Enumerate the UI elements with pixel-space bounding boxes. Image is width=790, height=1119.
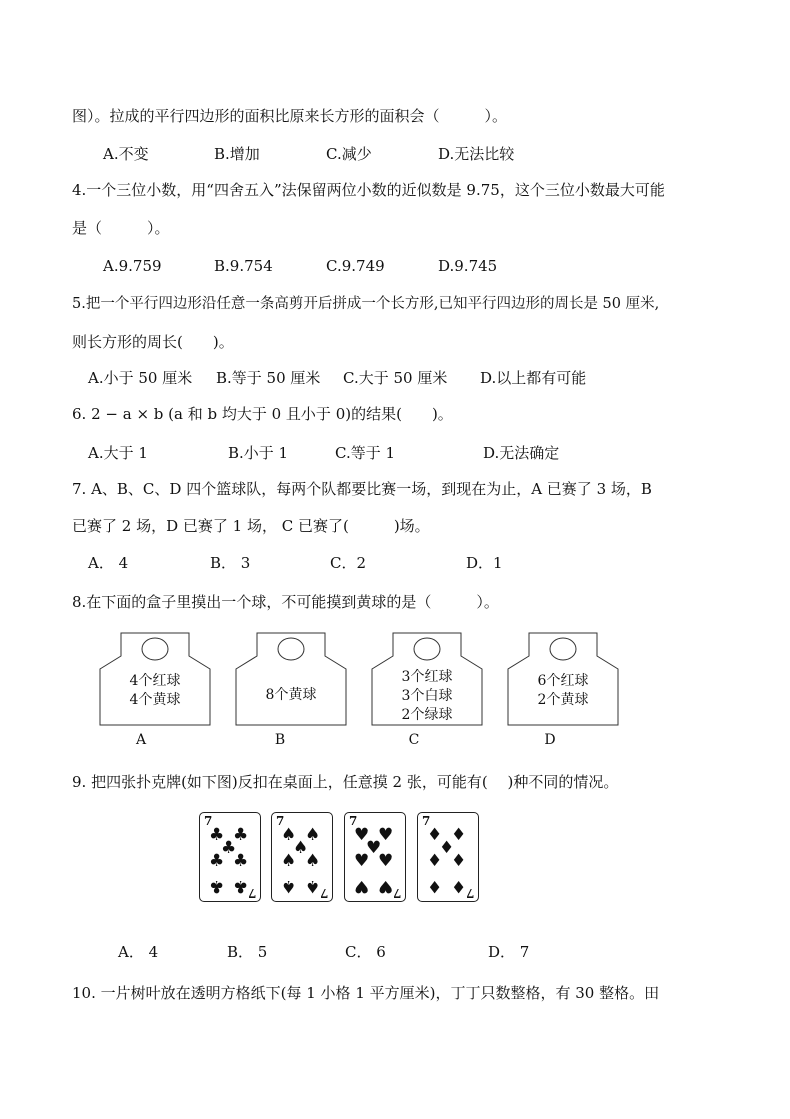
card-suit-icon: ♠ (281, 876, 297, 896)
card-suit-icon: ♦ (427, 876, 443, 896)
q5-line1: 5.把一个平行四边形沿任意一条高剪开后拼成一个长方形,已知平行四边形的周长是 50 厘米, (72, 296, 660, 312)
q5-line2: 则长方形的周长( )。 (72, 333, 234, 351)
q3-option-a: A.不变 (103, 145, 149, 163)
q4-option-d: D.9.745 (438, 257, 498, 275)
q6-option-d: D.无法确定 (483, 444, 560, 462)
card-suit-icon: ♣ (209, 851, 225, 871)
q3-option-b: B.增加 (214, 145, 260, 163)
q6-text: 6. 2 − a × b (a 和 b 均大于 0 且小于 0)的结果( )。 (72, 405, 453, 423)
card-rank-inverted: 7 (392, 886, 401, 900)
card-rank: 7 (204, 814, 213, 828)
q5-option-d: D.以上都有可能 (480, 369, 587, 387)
box-line: 6个红球 (537, 673, 589, 689)
playing-card (271, 812, 333, 902)
card-rank: 7 (276, 814, 285, 828)
card-suit-icon: ♣ (233, 825, 249, 845)
card-suit-icon: ♥ (354, 851, 370, 871)
card-suit-icon: ♦ (451, 825, 467, 845)
card-suit-icon: ♦ (451, 876, 467, 896)
q7-line2: 已赛了 2 场，D 已赛了 1 场， C 已赛了( )场。 (72, 517, 430, 535)
card-rank: 7 (349, 814, 358, 828)
card-suit-icon: ♣ (233, 876, 249, 896)
q6-option-a: A.大于 1 (88, 444, 148, 462)
q9-option-b: B． 5 (227, 943, 268, 961)
box-line: 2个黄球 (537, 692, 589, 708)
q4-option-a: A.9.759 (103, 257, 162, 275)
box-contents (371, 668, 483, 725)
card-suit-icon: ♥ (354, 825, 370, 845)
playing-card (199, 812, 261, 902)
card-suit-icon: ♣ (209, 876, 225, 896)
card-suit-icon: ♠ (293, 838, 309, 858)
box-line: 3个红球 (401, 669, 453, 685)
q5-option-b: B.等于 50 厘米 (216, 369, 321, 387)
playing-card (417, 812, 479, 902)
q5-option-c: C.大于 50 厘米 (343, 369, 448, 387)
ball-box-d (507, 632, 619, 748)
q3-option-c: C.减少 (326, 145, 372, 163)
q7-line1: 7. A、B、C、D 四个篮球队，每两个队都要比赛一场，到现在为止，A 已赛了 3 场，B (72, 480, 652, 498)
q10-text: 10. 一片树叶放在透明方格纸下(每 1 小格 1 平方厘米)，丁丁只数整格，有 30 整格。田 (72, 984, 660, 1002)
box-label-a: A (135, 732, 147, 748)
ball-box-a (99, 632, 211, 748)
box-label-b: B (274, 732, 286, 748)
q4-option-c: C.9.749 (326, 257, 385, 275)
card-suit-icon: ♦ (439, 838, 455, 858)
q9-option-d: D． 7 (488, 943, 530, 961)
card-rank-inverted: 7 (319, 886, 328, 900)
q3-option-d: D.无法比较 (438, 145, 515, 163)
card-suit-icon: ♥ (366, 838, 382, 858)
card-suit-icon: ♦ (451, 851, 467, 871)
card-suit-icon: ♣ (221, 838, 237, 858)
box-label-d: D (544, 732, 556, 748)
box-label-c: C (408, 732, 420, 748)
card-suit-icon: ♥ (378, 851, 394, 871)
q4-line1: 4.一个三位小数，用“四舍五入”法保留两位小数的近似数是 9.75，这个三位小数最大可能 (72, 181, 665, 199)
q4-line2: 是（ ）。 (72, 219, 170, 237)
box-line: 3个白球 (401, 688, 453, 704)
box-line: 8个黄球 (265, 687, 317, 703)
card-suit-icon: ♦ (427, 851, 443, 871)
q8-text: 8.在下面的盒子里摸出一个球，不可能摸到黄球的是（ ）。 (72, 593, 499, 611)
q9-option-c: C． 6 (345, 943, 386, 961)
ball-box-b (235, 632, 347, 748)
q7-option-d: D．1 (466, 554, 503, 572)
card-rank: 7 (422, 814, 431, 828)
q6-option-c: C.等于 1 (335, 444, 396, 462)
playing-card (344, 812, 406, 902)
card-suit-icon: ♠ (305, 825, 321, 845)
ball-box-c (371, 632, 483, 748)
card-suit-icon: ♥ (378, 876, 394, 896)
box-outline (235, 632, 347, 726)
card-suit-icon: ♠ (305, 876, 321, 896)
card-rank-inverted: 7 (465, 886, 474, 900)
card-suit-icon: ♠ (281, 825, 297, 845)
q9-text: 9. 把四张扑克牌(如下图)反扣在桌面上，任意摸 2 张，可能有( )种不同的情况。 (72, 773, 619, 791)
card-suit-icon: ♣ (233, 851, 249, 871)
q7-option-b: B． 3 (210, 554, 251, 572)
card-rank-inverted: 7 (247, 886, 256, 900)
card-suit-icon: ♣ (209, 825, 225, 845)
q3-text: 图）。拉成的平行四边形的面积比原来长方形的面积会（ ）。 (72, 107, 508, 125)
q4-option-b: B.9.754 (214, 257, 273, 275)
card-suit-icon: ♥ (354, 876, 370, 896)
box-line: 2个绿球 (401, 707, 453, 723)
box-line: 4个黄球 (129, 692, 181, 708)
q7-option-a: A． 4 (88, 554, 129, 572)
box-line: 4个红球 (129, 673, 181, 689)
q7-option-c: C．2 (330, 554, 367, 572)
box-contents (507, 672, 619, 710)
q9-option-a: A． 4 (118, 943, 159, 961)
card-suit-icon: ♥ (378, 825, 394, 845)
box-contents (99, 672, 211, 710)
q5-option-a: A.小于 50 厘米 (88, 369, 193, 387)
card-suit-icon: ♠ (281, 851, 297, 871)
card-suit-icon: ♦ (427, 825, 443, 845)
card-suit-icon: ♠ (305, 851, 321, 871)
q6-option-b: B.小于 1 (228, 444, 289, 462)
box-contents (235, 686, 347, 705)
